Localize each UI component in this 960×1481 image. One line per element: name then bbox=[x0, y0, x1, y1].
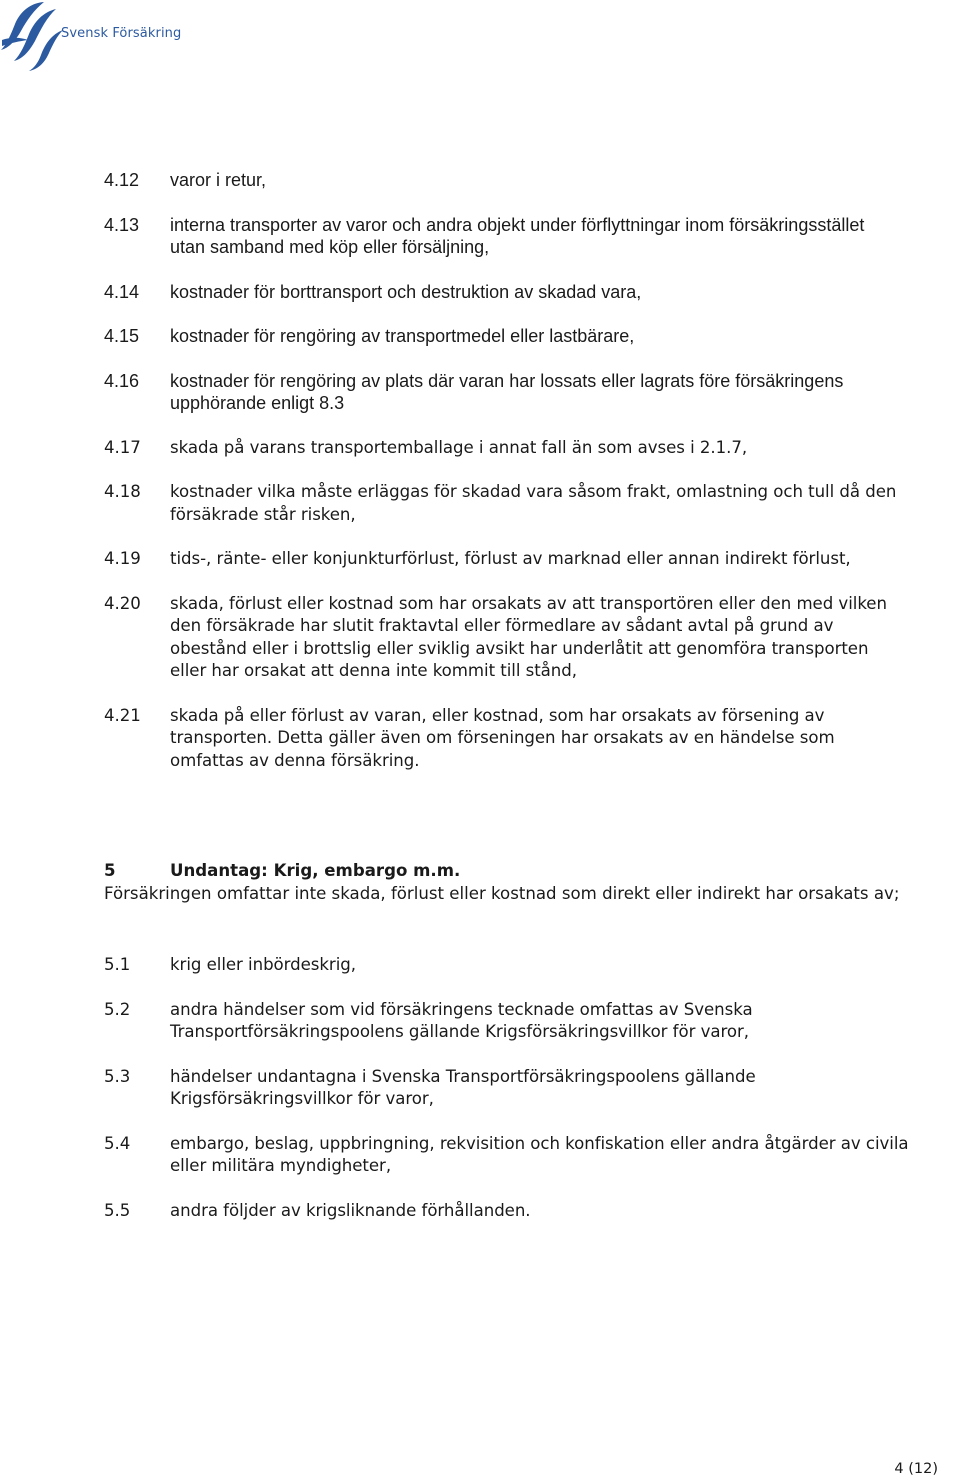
section-title: Undantag: Krig, embargo m.m. bbox=[170, 861, 461, 880]
item-number: 4.16 bbox=[104, 370, 140, 391]
item-text: tids-, ränte- eller konjunkturförlust, förlust av marknad eller annan indirekt förlust, bbox=[170, 549, 851, 568]
item-number: 5.5 bbox=[104, 1200, 131, 1220]
item-text: embargo, beslag, uppbringning, rekvisition och konfiskation eller andra åtgärder av civila eller militära myndigheter, bbox=[170, 1133, 909, 1175]
item-text: skada på varans transportemballage i annat fall än som avses i 2.1.7, bbox=[170, 437, 748, 457]
item-text: kostnader för rengöring av plats där varan har lossats eller lagrats före försäkringens upphörande enligt 8.3 bbox=[170, 370, 844, 413]
item-number: 5.2 bbox=[104, 999, 131, 1019]
item-text: krig eller inbördeskrig, bbox=[170, 955, 356, 974]
item-text: andra händelser som vid försäkringens tecknade omfattas av Svenska Transportförsäkringspoolens gällande Krigsförsäkringsvillkor för varor, bbox=[170, 999, 753, 1041]
item-text: varor i retur, bbox=[170, 170, 267, 190]
section-number: 5 bbox=[104, 861, 116, 880]
item-number: 4.21 bbox=[104, 705, 141, 725]
item-text: skada på eller förlust av varan, eller kostnad, som har orsakats av försening av transporten. Detta gäller även om förseningen har orsakats av en händelse som omfattas av denna försäkring. bbox=[170, 705, 835, 770]
section-heading bbox=[104, 860, 914, 883]
item-number: 4.18 bbox=[104, 482, 141, 501]
item-text: skada, förlust eller kostnad som har orsakats av att transportören eller den med vilken den försäkrade har slutit fraktavtal eller förmedlare av sådant avtal på grund av obestånd eller i brottslig eller sviklig avsikt har underlåtit att genomföra transporten eller har orsakat att denna inte kommit till stånd, bbox=[170, 593, 887, 680]
item-text: händelser undantagna i Svenska Transportförsäkringspoolens gällande Krigsförsäkringsvillkor för varor, bbox=[170, 1066, 756, 1108]
section-intro: Försäkringen omfattar inte skada, förlust eller kostnad som direkt eller indirekt har orsakats av; bbox=[104, 883, 900, 903]
list-item bbox=[104, 1066, 914, 1111]
list-item bbox=[104, 593, 904, 683]
item-number: 4.20 bbox=[104, 593, 141, 613]
exclusions-list-5 bbox=[104, 954, 914, 1244]
item-number: 4.13 bbox=[104, 214, 140, 235]
item-text: kostnader vilka måste erläggas för skadad vara såsom frakt, omlastning och tull då den försäkrade står risken, bbox=[170, 482, 897, 524]
list-item bbox=[104, 705, 904, 773]
item-number: 4.19 bbox=[104, 549, 141, 568]
list-item bbox=[104, 1200, 914, 1223]
item-number: 5.3 bbox=[104, 1066, 131, 1086]
list-item bbox=[104, 437, 904, 460]
item-text: interna transporter av varor och andra objekt under förflyttningar inom försäkringsstället utan samband med köp eller försäljning, bbox=[170, 214, 865, 257]
list-item bbox=[104, 548, 904, 571]
item-number: 4.17 bbox=[104, 437, 141, 457]
list-item bbox=[104, 1133, 914, 1178]
page-number: 4 (12) bbox=[894, 1461, 938, 1477]
item-number: 5.4 bbox=[104, 1133, 131, 1153]
item-number: 4.12 bbox=[104, 170, 140, 190]
item-number: 5.1 bbox=[104, 955, 131, 974]
list-item bbox=[104, 481, 904, 526]
item-text: andra följder av krigsliknande förhållanden. bbox=[170, 1200, 531, 1220]
list-item bbox=[104, 214, 904, 259]
section-5 bbox=[104, 860, 914, 931]
list-item bbox=[104, 325, 904, 348]
svensk-forsakring-logo-icon bbox=[0, 0, 64, 72]
list-item bbox=[104, 370, 904, 415]
item-text: kostnader för rengöring av transportmedel eller lastbärare, bbox=[170, 326, 635, 346]
list-item bbox=[104, 954, 914, 977]
list-item bbox=[104, 999, 914, 1044]
item-number: 4.15 bbox=[104, 326, 140, 346]
exclusions-list-4 bbox=[104, 169, 904, 794]
list-item bbox=[104, 169, 904, 192]
item-text: kostnader för borttransport och destruktion av skadad vara, bbox=[170, 281, 642, 302]
list-item bbox=[104, 281, 904, 304]
brand-logo bbox=[0, 0, 182, 72]
item-number: 4.14 bbox=[104, 281, 140, 302]
brand-name: Svensk Försäkring bbox=[61, 26, 182, 41]
